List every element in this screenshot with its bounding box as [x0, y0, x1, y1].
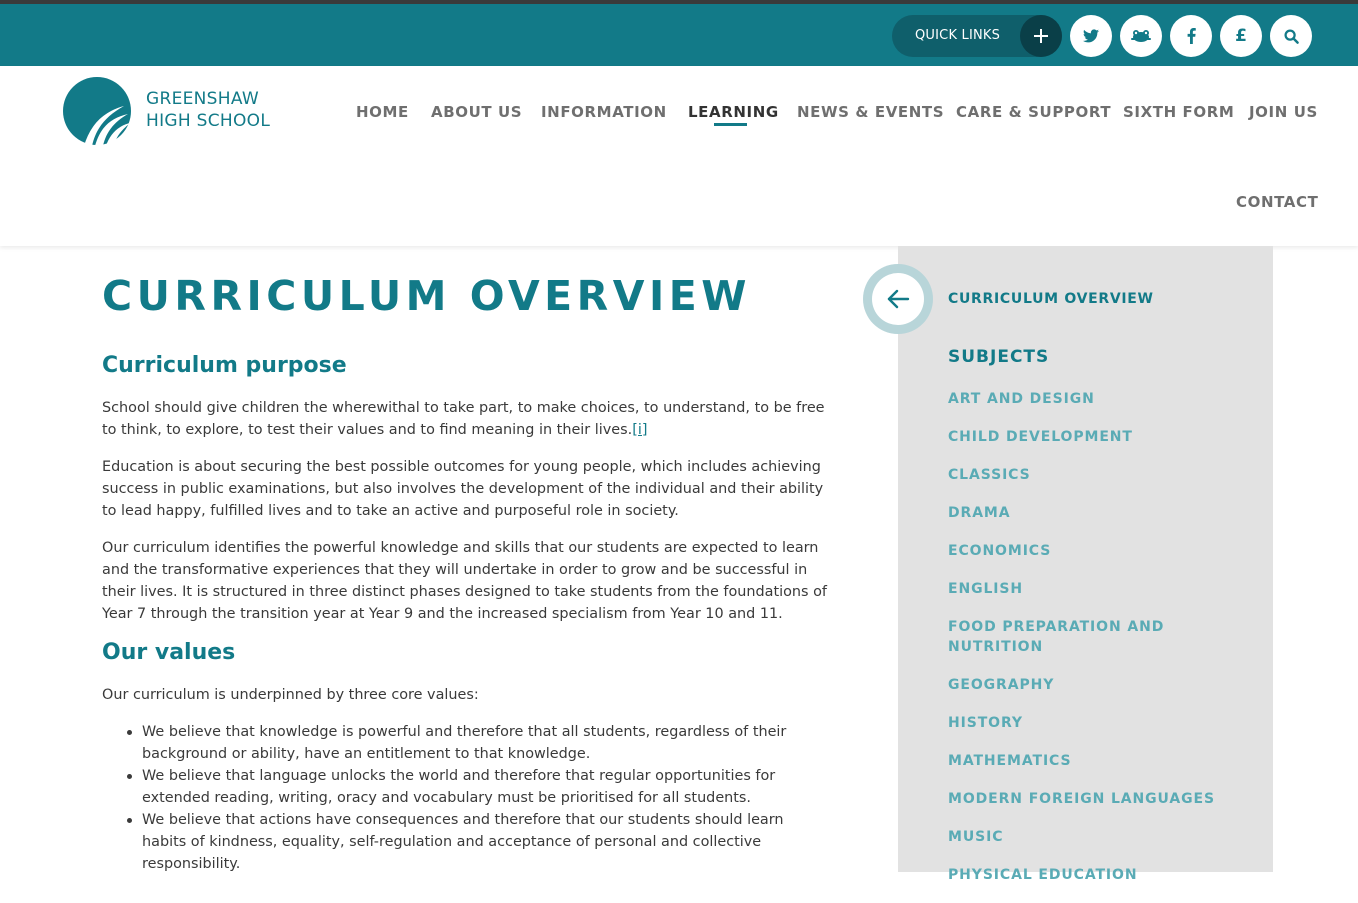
school-logo[interactable] — [62, 76, 272, 146]
values-list — [102, 721, 832, 875]
facebook-icon[interactable] — [1170, 15, 1212, 57]
nav-join-us[interactable]: JOIN US — [1249, 103, 1318, 121]
plus-icon[interactable] — [1020, 15, 1062, 57]
sidebar-item-drama[interactable]: DRAMA — [948, 505, 1011, 521]
sidebar-item-modern-foreign-languages[interactable]: MODERN FOREIGN LANGUAGES — [948, 791, 1215, 807]
paragraph-values-intro: Our curriculum is underpinned by three core values: — [102, 687, 479, 703]
nav-about-us[interactable]: ABOUT US — [431, 103, 523, 121]
logo-mark-icon — [62, 76, 132, 146]
sidebar-heading: SUBJECTS — [948, 347, 1050, 367]
list-item: We believe that actions have consequences and therefore that our students should learn habits of kindness, equality, self-regulation and acceptance of personal and collective responsibility. — [102, 809, 832, 875]
quick-links-button[interactable] — [892, 15, 1062, 57]
list-item: We believe that knowledge is powerful and therefore that all students, regardless of their background or ability, have an entitlement to that knowledge. — [102, 721, 832, 765]
list-item: We believe that language unlocks the world and therefore that regular opportunities for extended reading, writing, oracy and vocabulary must be prioritised for all students. — [102, 765, 832, 809]
paragraph-purpose — [102, 397, 832, 441]
nav-care-support[interactable]: CARE & SUPPORT — [956, 103, 1112, 121]
page-title: CURRICULUM OVERVIEW — [102, 272, 751, 320]
nav-contact[interactable]: CONTACT — [1236, 193, 1319, 211]
pound-icon[interactable]: £ — [1220, 15, 1262, 57]
sidebar-item-mathematics[interactable]: MATHEMATICS — [948, 753, 1072, 769]
twitter-icon[interactable] — [1070, 15, 1112, 57]
frog-icon[interactable] — [1120, 15, 1162, 57]
site-header — [0, 66, 1358, 246]
nav-news-events[interactable]: NEWS & EVENTS — [797, 103, 945, 121]
arrow-left-icon — [886, 289, 910, 309]
footnote-link[interactable]: [i] — [632, 422, 648, 438]
nav-sixth-form[interactable]: SIXTH FORM — [1123, 103, 1235, 121]
sidebar-item-english[interactable]: ENGLISH — [948, 581, 1024, 597]
sidebar-item-child-development[interactable]: CHILD DEVELOPMENT — [948, 429, 1133, 445]
sidebar-item-music[interactable]: MUSIC — [948, 829, 1004, 845]
sidebar-item-physical-education[interactable]: PHYSICAL EDUCATION — [948, 867, 1138, 883]
quick-links-label: QUICK LINKS — [915, 28, 1001, 43]
nav-home[interactable]: HOME — [356, 103, 409, 121]
sidebar-item-economics[interactable]: ECONOMICS — [948, 543, 1052, 559]
active-nav-indicator — [714, 123, 747, 126]
back-button[interactable] — [863, 264, 933, 334]
section-heading-our-values: Our values — [102, 640, 236, 665]
logo-line-1: GREENSHAW — [146, 89, 259, 109]
nav-learning[interactable]: LEARNING — [688, 103, 779, 121]
subjects-list — [948, 389, 1248, 903]
sidebar-current-page[interactable]: CURRICULUM OVERVIEW — [948, 291, 1154, 307]
paragraph-curriculum: Our curriculum identifies the powerful knowledge and skills that our students are expected to learn and the transformative experiences that they will undertake in order to grow and be successful in their lives. It is structured in three distinct phases designed to take students from the foundations of Year 7 through the transition year at Year 9 and the increased specialism from Year 10 and 11. — [102, 540, 827, 622]
sidebar-item-art-and-design[interactable]: ART AND DESIGN — [948, 391, 1095, 407]
sidebar-item-history[interactable]: HISTORY — [948, 715, 1023, 731]
nav-information[interactable]: INFORMATION — [541, 103, 667, 121]
sidebar-item-classics[interactable]: CLASSICS — [948, 467, 1031, 483]
back-button-inner — [872, 273, 924, 325]
search-icon[interactable] — [1270, 15, 1312, 57]
logo-wordmark — [146, 88, 270, 132]
sidebar-item-geography[interactable]: GEOGRAPHY — [948, 677, 1055, 693]
subjects-sidebar — [898, 246, 1273, 883]
section-heading-curriculum-purpose: Curriculum purpose — [102, 353, 347, 378]
logo-line-2: HIGH SCHOOL — [146, 111, 271, 131]
paragraph-education: Education is about securing the best possible outcomes for young people, which includes achieving success in public examinations, but also involves the development of the individual and their ability to lead happy, fulfilled lives and to take an active and purposeful role in society. — [102, 459, 824, 519]
utility-bar — [0, 4, 1358, 66]
paragraph-purpose-text: School should give children the wherewithal to take part, to make choices, to understand, to be free to think, to explore, to test their values and to find meaning in their lives. — [102, 400, 825, 438]
sidebar-item-food-preparation[interactable]: FOOD PREPARATION AND NUTRITION — [948, 619, 1165, 655]
